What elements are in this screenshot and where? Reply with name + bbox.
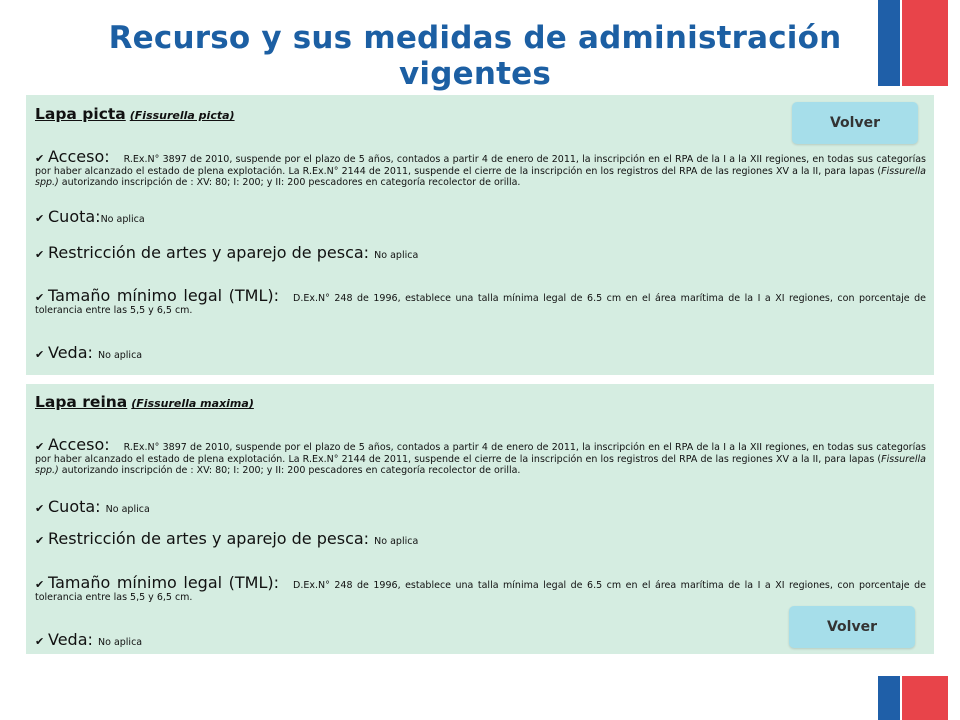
acceso-italic: Fissurella spp.) (35, 166, 926, 188)
checkmark-icon: ✔ (35, 534, 45, 547)
species-heading (35, 393, 254, 411)
acceso-text-end: autorizando inscripción de : XV: 80; I: 200; y II: 200 pescadores en categoría recolector de orilla. (58, 465, 521, 476)
species-name: Lapa reina (35, 393, 128, 411)
species-heading (35, 105, 235, 123)
checkmark-icon: ✔ (35, 502, 45, 515)
tml-label: Tamaño mínimo legal (TML): (48, 573, 280, 592)
acceso-label: Acceso: (48, 147, 110, 166)
veda-value: No aplica (98, 637, 143, 648)
species-scientific-name: (Fissurella maxima) (131, 397, 254, 410)
cuota-item (35, 207, 926, 226)
checkmark-icon: ✔ (35, 635, 45, 648)
checkmark-icon: ✔ (35, 212, 45, 225)
species-name: Lapa picta (35, 105, 126, 123)
checkmark-icon: ✔ (35, 291, 45, 304)
tml-item (35, 574, 926, 603)
acceso-text: R.Ex.N° 3897 de 2010, suspende por el plazo de 5 años, contados a partir 4 de enero de 2011, la inscripción en el RPA de la I a la XII regiones, en todas sus categorías por haber alcanzado el estado de plena explotación. La R.Ex.N° 2144 de 2011, suspende el cierre de la inscripción en los registros del RPA de las regiones XV a la II, para lapas ( (35, 154, 926, 177)
tml-value: D.Ex.N° 248 de 1996, establece una talla mínima legal de 6.5 cm en el área marítima de la I a XI regiones, con porcentaje de tolerancia entre las 5,5 y 6,5 cm. (35, 580, 927, 603)
artes-value: No aplica (374, 536, 419, 547)
artes-label: Restricción de artes y aparejo de pesca: (48, 529, 370, 548)
volver-button-bottom[interactable]: Volver (789, 606, 915, 648)
cuota-item (35, 497, 926, 516)
acceso-text-end: autorizando inscripción de : XV: 80; I: 200; y II: 200 pescadores en categoría recolector de orilla. (58, 177, 521, 188)
checkmark-icon: ✔ (35, 248, 45, 261)
cuota-value: No aplica (100, 214, 145, 225)
checkmark-icon: ✔ (35, 152, 45, 165)
tml-item (35, 287, 926, 316)
acceso-italic: Fissurella spp.) (35, 454, 926, 476)
chile-flag-logo-top (878, 0, 948, 86)
acceso-text: R.Ex.N° 3897 de 2010, suspende por el plazo de 5 años, contados a partir 4 de enero de 2011, la inscripción en el RPA de la I a la XII regiones, en todas sus categorías por haber alcanzado el estado de plena explotación. La R.Ex.N° 2144 de 2011, suspende el cierre de la inscripción en los registros del RPA de las regiones XV a la II, para lapas ( (35, 442, 926, 465)
veda-label: Veda: (48, 343, 93, 362)
checkmark-icon: ✔ (35, 440, 45, 453)
veda-label: Veda: (48, 630, 93, 649)
species-scientific-name: (Fissurella picta) (129, 109, 235, 122)
tml-value: D.Ex.N° 248 de 1996, establece una talla mínima legal de 6.5 cm en el área marítima de la I a XI regiones, con porcentaje de tolerancia entre las 5,5 y 6,5 cm. (35, 293, 927, 316)
cuota-value: No aplica (105, 504, 150, 515)
tml-label: Tamaño mínimo legal (TML): (48, 286, 280, 305)
acceso-label: Acceso: (48, 435, 110, 454)
artes-item (35, 243, 926, 262)
cuota-label: Cuota: (48, 497, 101, 516)
volver-button-top[interactable]: Volver (792, 102, 918, 144)
cuota-label: Cuota: (48, 207, 101, 226)
chile-flag-logo-bottom (878, 676, 948, 720)
artes-item (35, 529, 926, 548)
acceso-item (35, 148, 926, 188)
acceso-item (35, 436, 926, 476)
artes-label: Restricción de artes y aparejo de pesca: (48, 243, 370, 262)
artes-value: No aplica (374, 250, 419, 261)
checkmark-icon: ✔ (35, 348, 45, 361)
page-title: Recurso y sus medidas de administración vigentes (108, 20, 842, 92)
checkmark-icon: ✔ (35, 578, 45, 591)
veda-value: No aplica (98, 350, 143, 361)
veda-item (35, 343, 926, 362)
